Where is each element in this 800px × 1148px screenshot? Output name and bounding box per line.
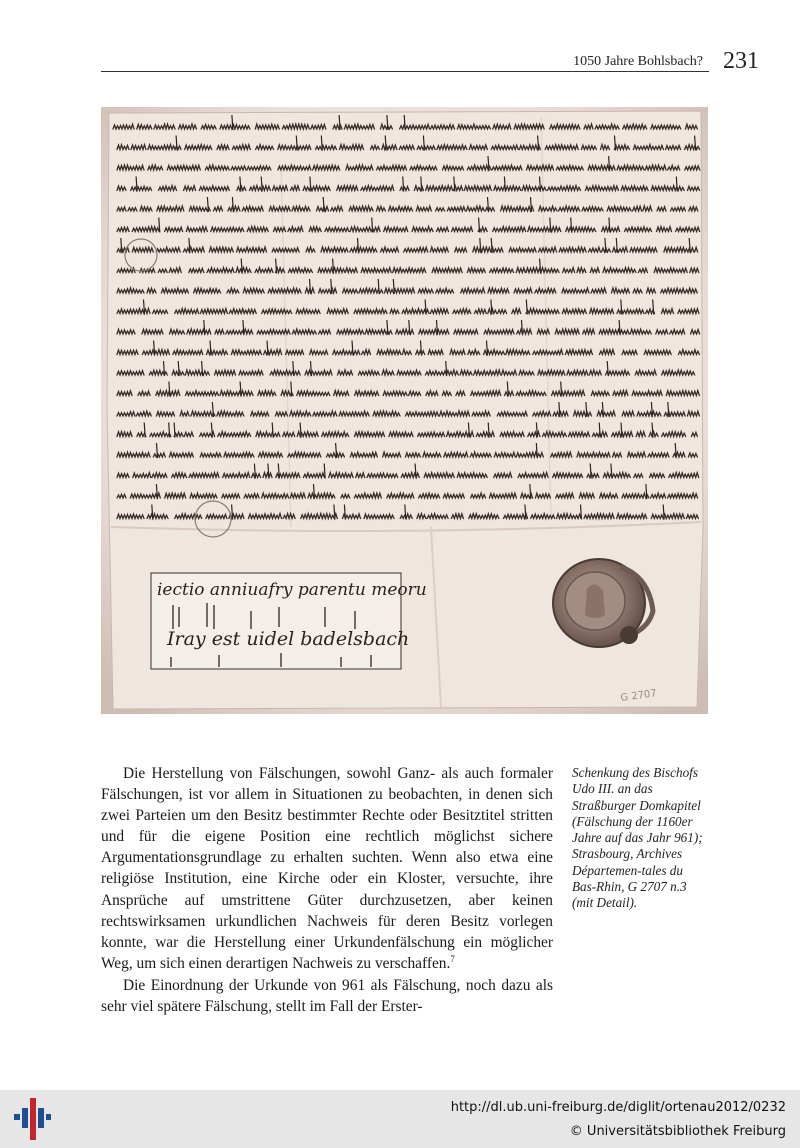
running-head-title: 1050 Jahre Bohlsbach? (573, 54, 703, 69)
body-text (101, 763, 553, 1017)
footnote-marker[interactable]: 7 (450, 953, 455, 964)
footer-bar (0, 1090, 800, 1148)
page-number: 231 (723, 48, 759, 74)
svg-text:G 2707: G 2707 (619, 688, 658, 704)
paragraph-1: Die Herstellung von Fälschungen, sowohl Ganz- als auch formaler Fälschungen, ist vor allem in Situationen zu beobachten, in denen sich zwei Parteien um den Besitz bestimmter Rechte oder Besitztitel stritten und für die eigene Position eine rechtlich möglichst sichere Argumentationsgrundlage zu erhalten suchten. Wenn also etwa eine religiöse Institution, eine Kirche oder ein Kloster, versuchte, ihre Ansprüche auf umstrittene Güter durchzusetzen, aber keinen rechtswirksamen urkundlichen Nachweis für deren Besitz vorlegen konnte, war die Herstellung einer Urkundenfälschung ein möglicher Weg, um sich einen derartigen Nachweis zu verschaffen.$^7$ (101, 765, 553, 972)
source-url-link[interactable]: http://dl.ub.uni-freiburg.de/diglit/ortenau2012/0232 (450, 1100, 786, 1115)
copyright-notice: © Universitätsbibliothek Freiburg (569, 1124, 786, 1139)
figure-caption: Schenkung des Bischofs Udo III. an das Straßburger Domkapitel (Fälschung der 1160er Jahre auf das Jahr 961); Strasbourg, Archives Départemen-tales du Bas-Rhin, G 2707 n.3 (mit Detail). (572, 765, 703, 911)
inset-script-line-1: iectio anniuafry parentu meoru (157, 580, 427, 600)
library-logo-icon (12, 1096, 52, 1142)
header-rule (101, 71, 709, 72)
inset-script-line-2: Iray est uidel badelsbach (167, 628, 410, 650)
paragraph-2: Die Einordnung der Urkunde von 961 als Fälschung, noch dazu als sehr viel spätere Fälschung, stellt im Fall der Erster- (101, 976, 553, 1016)
charter-photograph (101, 107, 708, 714)
